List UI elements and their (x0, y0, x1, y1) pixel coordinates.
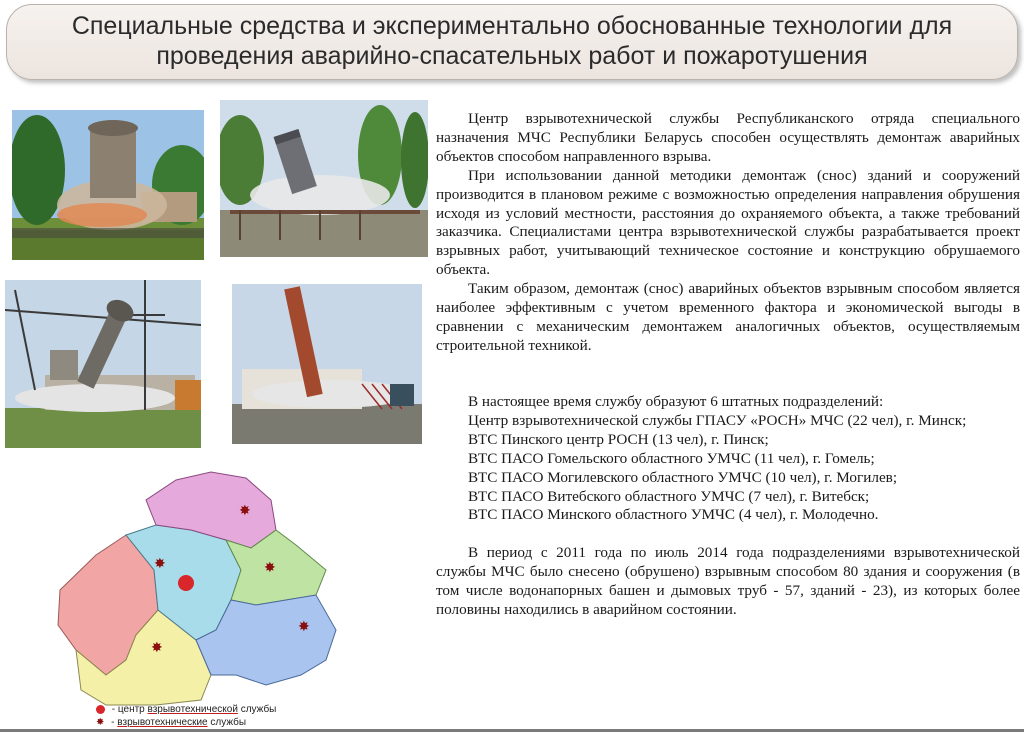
paragraph-3: Таким образом, демонтаж (снос) аварийных объектов взрывным способом является наиболее эффективным с учетом временного фактора и экономической выгоды в сравнении с механическим демонтажем аналогичных объектов, осуществляемым строительной техникой. (436, 280, 1020, 354)
legend-services-prefix: - (111, 717, 115, 728)
paragraph-1: Центр взрывотехнической службы Республиканского отряда специального назначения МЧС Республики Беларусь способен осуществлять демонтаж аварийных объектов способом направленного взрыва. (436, 110, 1020, 165)
title-banner (6, 4, 1018, 80)
legend-circle-icon (96, 705, 105, 714)
unit-item: ВТС ПАСО Витебского областного УМЧС (7 чел), г. Витебск; (468, 487, 870, 505)
marker-gomel: ✸ (298, 619, 310, 635)
unit-item: Центр взрывотехнической службы ГПАСУ «РОСН» МЧС (22 чел), г. Минск; (468, 411, 967, 429)
units-intro: В настоящее время службу образуют 6 штатных подразделений: (468, 393, 884, 410)
legend-center-suffix: службы (240, 704, 277, 715)
legend-services-word: взрывотехнические (117, 717, 208, 728)
legend-center-word: взрывотехнической (147, 704, 238, 715)
marker-mogilev: ✸ (264, 560, 276, 576)
photo-water-tower-explosion (12, 110, 204, 260)
units-list (468, 393, 1018, 525)
title-line-2: проведения аварийно-спасательных работ и пожаротушения (156, 42, 868, 70)
map-legend-services (96, 717, 246, 728)
paragraph-2: При использовании данной методики демонтаж (снос) зданий и сооружений производится в плановом режиме с возможностью определения направления обрушения исходя из условий местности, расстояния до охраняемого объекта, а также требований заказчика. Специалистами центра взрывотехнической службы разрабатывается проект взрывных работ, учитывающий техническое состояние и конструкцию обрушаемого объекта. (436, 166, 1020, 279)
photo-falling-silo (220, 100, 428, 257)
description-text (436, 110, 1020, 356)
minsk-center-marker (178, 575, 194, 591)
photo-chimney-demolition (232, 284, 422, 444)
marker-minsk-region: ✸ (154, 556, 166, 572)
summary-paragraph: В период с 2011 года по июль 2014 года подразделениями взрывотехнической службы МЧС было снесено (обрушено) взрывным способом 80 здания и сооружения (в том числе водонапорных башен и дымовых труб - 57, зданий - 23), из которых более половины находились в аварийном состоянии. (436, 544, 1020, 618)
photo-tower-power-lines (5, 280, 201, 448)
legend-star-icon: ✸ (96, 717, 105, 728)
belarus-map (36, 460, 366, 730)
title-line-1: Специальные средства и экспериментально обоснованные технологии для (71, 12, 953, 40)
legend-center-prefix: - центр (111, 704, 145, 715)
unit-item: ВТС Пинского центр РОСН (13 чел), г. Пинск; (468, 430, 769, 448)
unit-item: ВТС ПАСО Гомельского областного УМЧС (11 чел), г. Гомель; (468, 449, 875, 467)
unit-item: ВТС ПАСО Могилевского областного УМЧС (10 чел), г. Могилев; (468, 468, 898, 486)
unit-item: ВТС ПАСО Минского областного УМЧС (4 чел), г. Молодечно. (468, 506, 879, 524)
map-legend (96, 704, 276, 715)
marker-pinsk: ✸ (151, 640, 163, 656)
legend-services-suffix: службы (210, 717, 247, 728)
summary-text (436, 544, 1020, 620)
marker-vitebsk: ✸ (239, 503, 251, 519)
